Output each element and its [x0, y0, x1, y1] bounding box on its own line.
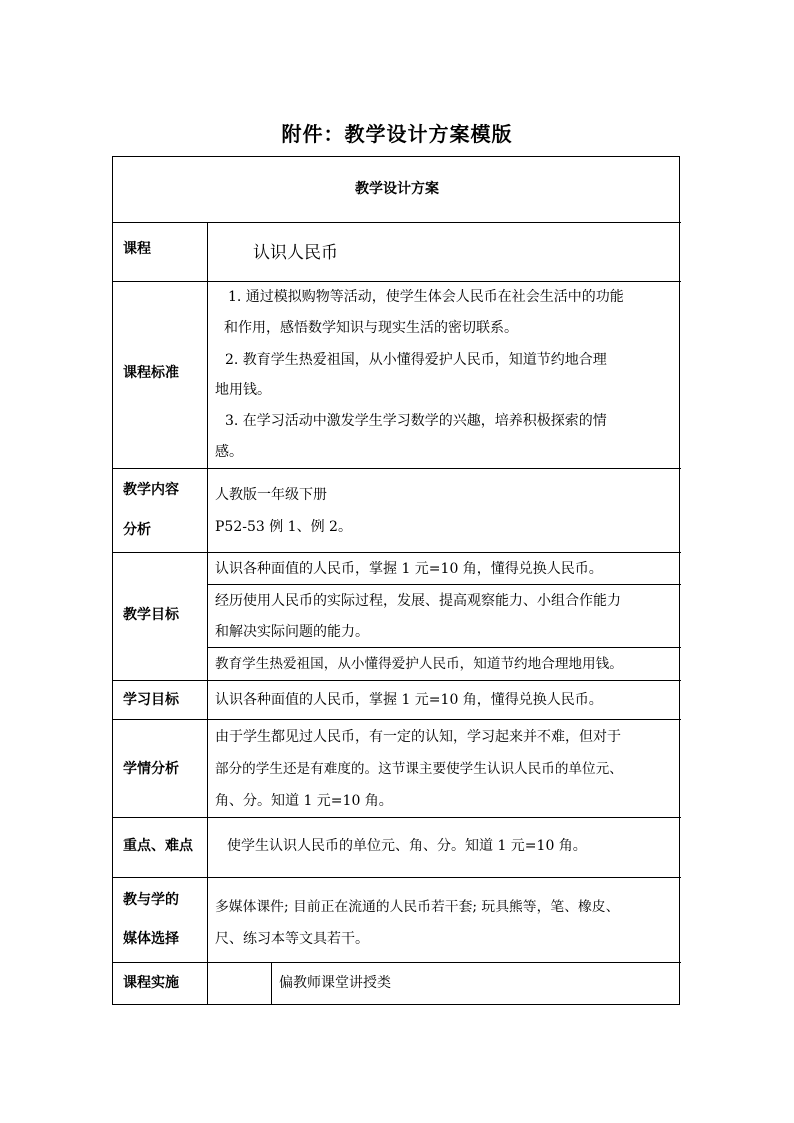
content-analysis-label: 教学内容 [123, 482, 179, 498]
column-divider [271, 962, 272, 1005]
learning-goals-value: 认识各种面值的人民币，掌握 1 元=10 角，懂得兑换人民币。 [215, 692, 603, 708]
row-divider [113, 817, 681, 818]
content-analysis-line: 人教版一年级下册 [215, 487, 327, 503]
media-line: 多媒体课件; 目前正在流通的人民币若干套; 玩具熊等，笔、橡皮、 [215, 899, 620, 915]
teaching-goal-3: 教育学生热爱祖国，从小懂得爱护人民币，知道节约地合理地用钱。 [215, 656, 623, 672]
row-divider [113, 680, 681, 681]
row-divider [113, 222, 681, 223]
lesson-plan-table [112, 156, 680, 1005]
teaching-goals-label: 教学目标 [123, 607, 179, 623]
content-analysis-line: P52-53 例 1、例 2。 [215, 519, 352, 535]
row-divider [113, 877, 681, 878]
implementation-label: 课程实施 [123, 975, 179, 991]
course-standard-line: 2. 教育学生热爱祖国，从小懂得爱护人民币，知道节约地合理 [225, 352, 607, 368]
row-divider [113, 719, 681, 720]
document-title: 附件：教学设计方案模版 [281, 122, 513, 146]
course-value: 认识人民币 [253, 243, 338, 263]
key-points-label: 重点、难点 [123, 838, 193, 854]
course-standard-label: 课程标准 [123, 365, 179, 381]
teaching-goal-2: 经历使用人民币的实际过程，发展、提高观察能力、小组合作能力 [215, 593, 621, 609]
teaching-goal-2: 和解决实际问题的能力。 [215, 624, 369, 640]
row-divider [113, 552, 681, 553]
column-divider [207, 222, 208, 1005]
row-divider [113, 468, 681, 469]
row-divider [113, 962, 681, 963]
row-divider [113, 281, 681, 282]
row-divider [207, 584, 681, 585]
course-standard-line: 地用钱。 [215, 382, 271, 398]
learner-analysis-line: 角、分。知道 1 元=10 角。 [215, 793, 393, 809]
row-divider [207, 647, 681, 648]
media-label: 媒体选择 [123, 931, 179, 947]
media-line: 尺、练习本等文具若干。 [215, 931, 369, 947]
implementation-value: 偏教师课堂讲授类 [279, 975, 391, 991]
key-points-value: 使学生认识人民币的单位元、角、分。知道 1 元=10 角。 [227, 838, 587, 854]
course-standard-line: 1. 通过模拟购物等活动，使学生体会人民币在社会生活中的功能 [228, 289, 624, 305]
course-standard-line: 感。 [215, 444, 243, 460]
course-label: 课程 [123, 241, 151, 257]
table-header: 教学设计方案 [355, 181, 439, 197]
teaching-goal-1: 认识各种面值的人民币，掌握 1 元=10 角，懂得兑换人民币。 [215, 561, 603, 577]
learner-analysis-label: 学情分析 [123, 761, 179, 777]
course-standard-line: 3. 在学习活动中激发学生学习数学的兴趣，培养积极探索的情 [225, 413, 607, 429]
learning-goals-label: 学习目标 [123, 692, 179, 708]
learner-analysis-line: 由于学生都见过人民币，有一定的认知，学习起来并不难，但对于 [215, 729, 621, 745]
course-standard-line: 和作用，感悟数学知识与现实生活的密切联系。 [224, 320, 518, 336]
media-label: 教与学的 [123, 892, 179, 908]
learner-analysis-line: 部分的学生还是有难度的。这节课主要使学生认识人民币的单位元、 [215, 761, 623, 777]
content-analysis-label: 分析 [123, 522, 151, 538]
